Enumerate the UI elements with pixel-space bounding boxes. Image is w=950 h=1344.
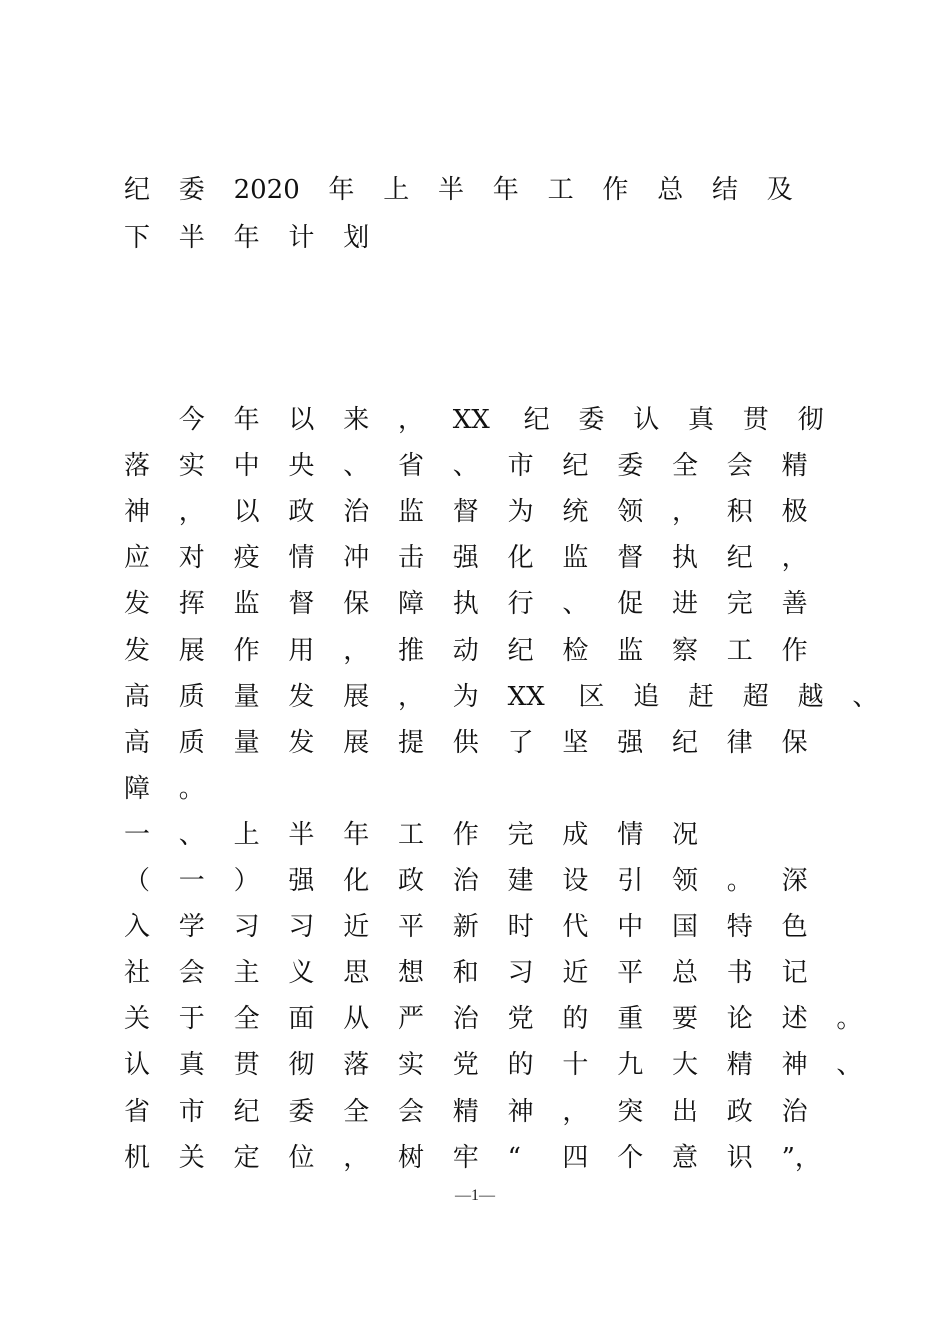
- text-glyph: 区: [578, 682, 605, 712]
- text-glyph: 于: [178, 1004, 205, 1034]
- text-glyph: 动: [452, 636, 479, 666]
- text-glyph: 九: [617, 1050, 644, 1080]
- text-glyph: 牢: [452, 1143, 479, 1173]
- text-glyph: 用: [288, 636, 315, 666]
- text-glyph: 个: [617, 1143, 644, 1173]
- text-glyph: 会: [178, 958, 205, 988]
- text-glyph: 会: [726, 451, 753, 481]
- text-glyph: 纪: [672, 728, 699, 758]
- text-glyph: 纪: [507, 636, 534, 666]
- text-glyph: 定: [233, 1143, 260, 1173]
- text-glyph: 彻: [288, 1050, 315, 1080]
- text-glyph: 真: [178, 1050, 205, 1080]
- text-glyph: 善: [781, 589, 808, 619]
- text-glyph: 从: [343, 1004, 370, 1034]
- text-glyph: 督: [617, 543, 644, 573]
- text-glyph: 代: [562, 912, 589, 942]
- text-glyph: 结: [712, 175, 739, 205]
- text-glyph: 总: [672, 958, 699, 988]
- text-glyph: 近: [562, 958, 589, 988]
- text-glyph: 发: [124, 636, 151, 666]
- text-glyph: 述: [781, 1004, 808, 1034]
- text-glyph: 供: [452, 728, 479, 758]
- text-glyph: 机: [124, 1143, 151, 1173]
- text-glyph: 提: [398, 728, 425, 758]
- text-glyph: 作: [781, 636, 808, 666]
- text-glyph: 市: [507, 451, 534, 481]
- text-glyph: 彻: [797, 405, 824, 435]
- text-glyph: 。: [836, 1004, 863, 1034]
- text-glyph: 上: [383, 175, 410, 205]
- text-glyph: 展: [343, 682, 370, 712]
- text-glyph: 中: [617, 912, 644, 942]
- page-number: —1—: [455, 1187, 495, 1204]
- text-glyph: 量: [233, 728, 260, 758]
- text-glyph: 年: [343, 820, 370, 850]
- text-glyph: ，: [672, 497, 699, 527]
- text-glyph: 委: [288, 1097, 315, 1127]
- text-glyph: 时: [507, 912, 534, 942]
- text-glyph: 、: [343, 451, 370, 481]
- text-glyph: 思: [343, 958, 370, 988]
- text-glyph: 坚: [562, 728, 589, 758]
- text-glyph: 高: [124, 682, 151, 712]
- text-glyph: 推: [398, 636, 425, 666]
- text-glyph: 保: [343, 589, 370, 619]
- text-glyph: 纪: [726, 543, 753, 573]
- text-glyph: 半: [288, 820, 315, 850]
- text-glyph: 想: [398, 958, 425, 988]
- text-glyph: 省: [398, 451, 425, 481]
- text-glyph: 省: [124, 1097, 151, 1127]
- text-glyph: 全: [233, 1004, 260, 1034]
- text-glyph: “: [507, 1143, 521, 1173]
- text-glyph: 积: [726, 497, 753, 527]
- text-glyph: 国: [672, 912, 699, 942]
- text-glyph: 习: [288, 912, 315, 942]
- text-glyph: 及: [766, 175, 793, 205]
- text-glyph: 委: [178, 175, 205, 205]
- text-glyph: 义: [288, 958, 315, 988]
- text-glyph: 成: [562, 820, 589, 850]
- text-glyph: 促: [617, 589, 644, 619]
- text-glyph: 况: [672, 820, 699, 850]
- text-glyph: 主: [233, 958, 260, 988]
- text-glyph: 十: [562, 1050, 589, 1080]
- text-glyph: 展: [343, 728, 370, 758]
- text-glyph: 特: [726, 912, 753, 942]
- text-glyph: 监: [617, 636, 644, 666]
- text-glyph: 半: [438, 175, 465, 205]
- text-glyph: 习: [507, 958, 534, 988]
- text-glyph: 的: [562, 1004, 589, 1034]
- text-glyph: 行: [507, 589, 534, 619]
- text-glyph: 全: [672, 451, 699, 481]
- text-glyph: ，: [343, 1143, 370, 1173]
- text-glyph: 、: [852, 682, 879, 712]
- text-glyph: 追: [633, 682, 660, 712]
- text-glyph: 监: [562, 543, 589, 573]
- text-glyph: 量: [233, 682, 260, 712]
- text-glyph: 认: [633, 405, 660, 435]
- text-glyph: 为: [452, 682, 479, 712]
- text-glyph: 执: [672, 543, 699, 573]
- text-glyph: 和: [452, 958, 479, 988]
- text-glyph: 疫: [233, 543, 260, 573]
- text-glyph: 完: [726, 589, 753, 619]
- text-glyph: 、: [452, 451, 479, 481]
- text-glyph: 纪: [562, 451, 589, 481]
- text-glyph: ）: [233, 866, 260, 896]
- text-glyph: 挥: [178, 589, 205, 619]
- text-glyph: 意: [672, 1143, 699, 1173]
- text-glyph: 年: [492, 175, 519, 205]
- text-glyph: 政: [288, 497, 315, 527]
- text-glyph: 极: [781, 497, 808, 527]
- text-glyph: 关: [178, 1143, 205, 1173]
- text-glyph: 强: [288, 866, 315, 896]
- text-glyph: 强: [452, 543, 479, 573]
- text-glyph: ”，: [781, 1143, 821, 1173]
- text-glyph: 出: [672, 1097, 699, 1127]
- text-glyph: 入: [124, 912, 151, 942]
- text-glyph: ，: [398, 682, 425, 712]
- text-glyph: 党: [507, 1004, 534, 1034]
- text-glyph: 委: [617, 451, 644, 481]
- text-glyph: 一: [124, 820, 151, 850]
- text-glyph: 、: [836, 1050, 863, 1080]
- text-glyph: ，: [781, 543, 808, 573]
- text-glyph: 治: [343, 497, 370, 527]
- text-glyph: 化: [507, 543, 534, 573]
- text-glyph: ，: [343, 636, 370, 666]
- text-glyph: 发: [124, 589, 151, 619]
- text-glyph: 质: [178, 728, 205, 758]
- text-glyph: 社: [124, 958, 151, 988]
- text-glyph: 赶: [688, 682, 715, 712]
- text-glyph: 障: [124, 774, 151, 804]
- text-glyph: 化: [343, 866, 370, 896]
- text-glyph: XX: [507, 682, 545, 712]
- text-glyph: 神: [781, 1050, 808, 1080]
- text-glyph: 情: [288, 543, 315, 573]
- text-glyph: 划: [343, 223, 370, 253]
- text-glyph: 实: [178, 451, 205, 481]
- text-glyph: 发: [288, 728, 315, 758]
- text-glyph: 、: [562, 589, 589, 619]
- text-glyph: 树: [398, 1143, 425, 1173]
- text-glyph: 进: [672, 589, 699, 619]
- text-glyph: 领: [617, 497, 644, 527]
- text-glyph: 高: [124, 728, 151, 758]
- text-glyph: 冲: [343, 543, 370, 573]
- text-glyph: 纪: [233, 1097, 260, 1127]
- text-glyph: 年: [328, 175, 355, 205]
- text-glyph: 上: [233, 820, 260, 850]
- text-glyph: 政: [726, 1097, 753, 1127]
- text-glyph: 来: [343, 405, 370, 435]
- text-glyph: 书: [726, 958, 753, 988]
- text-glyph: 会: [398, 1097, 425, 1127]
- text-glyph: 治: [452, 866, 479, 896]
- text-glyph: 展: [178, 636, 205, 666]
- text-glyph: 领: [672, 866, 699, 896]
- text-glyph: 平: [398, 912, 425, 942]
- text-glyph: 监: [398, 497, 425, 527]
- text-glyph: 识: [726, 1143, 753, 1173]
- text-glyph: 大: [672, 1050, 699, 1080]
- text-glyph: 严: [398, 1004, 425, 1034]
- text-glyph: ，: [398, 405, 425, 435]
- text-glyph: 应: [124, 543, 151, 573]
- text-glyph: 贯: [742, 405, 769, 435]
- text-glyph: （: [124, 866, 151, 896]
- text-glyph: 论: [726, 1004, 753, 1034]
- text-glyph: 监: [233, 589, 260, 619]
- text-glyph: 全: [343, 1097, 370, 1127]
- text-glyph: 四: [562, 1143, 589, 1173]
- text-glyph: 设: [562, 866, 589, 896]
- text-glyph: 委: [578, 405, 605, 435]
- text-glyph: 位: [288, 1143, 315, 1173]
- text-glyph: 作: [233, 636, 260, 666]
- text-glyph: 的: [507, 1050, 534, 1080]
- text-glyph: 习: [233, 912, 260, 942]
- text-glyph: 保: [781, 728, 808, 758]
- text-glyph: 督: [288, 589, 315, 619]
- text-glyph: 关: [124, 1004, 151, 1034]
- text-glyph: 律: [726, 728, 753, 758]
- text-glyph: 强: [617, 728, 644, 758]
- text-glyph: 对: [178, 543, 205, 573]
- text-glyph: 平: [617, 958, 644, 988]
- text-glyph: 纪: [523, 405, 550, 435]
- text-glyph: 年: [233, 405, 260, 435]
- text-glyph: XX: [452, 405, 490, 435]
- text-glyph: 以: [233, 497, 260, 527]
- text-glyph: 落: [343, 1050, 370, 1080]
- text-glyph: 、: [178, 820, 205, 850]
- text-glyph: 工: [398, 820, 425, 850]
- text-glyph: 超: [742, 682, 769, 712]
- text-glyph: 越: [797, 682, 824, 712]
- text-glyph: 2020: [233, 175, 300, 205]
- text-glyph: 完: [507, 820, 534, 850]
- text-glyph: 作: [452, 820, 479, 850]
- text-glyph: 。: [178, 774, 205, 804]
- text-glyph: 面: [288, 1004, 315, 1034]
- text-glyph: 了: [507, 728, 534, 758]
- text-glyph: 色: [781, 912, 808, 942]
- text-glyph: 半: [178, 223, 205, 253]
- text-glyph: 检: [562, 636, 589, 666]
- text-glyph: 实: [398, 1050, 425, 1080]
- text-glyph: 击: [398, 543, 425, 573]
- text-glyph: 精: [452, 1097, 479, 1127]
- text-glyph: 要: [672, 1004, 699, 1034]
- text-glyph: 落: [124, 451, 151, 481]
- text-glyph: 深: [781, 866, 808, 896]
- text-glyph: 新: [452, 912, 479, 942]
- text-glyph: 统: [562, 497, 589, 527]
- text-glyph: 年: [233, 223, 260, 253]
- text-glyph: 精: [726, 1050, 753, 1080]
- text-glyph: ，: [562, 1097, 589, 1127]
- text-glyph: 重: [617, 1004, 644, 1034]
- text-glyph: 引: [617, 866, 644, 896]
- text-glyph: 党: [452, 1050, 479, 1080]
- text-glyph: 政: [398, 866, 425, 896]
- text-glyph: 学: [178, 912, 205, 942]
- text-glyph: 察: [672, 636, 699, 666]
- text-glyph: 情: [617, 820, 644, 850]
- text-glyph: 贯: [233, 1050, 260, 1080]
- text-glyph: 神: [124, 497, 151, 527]
- text-glyph: 今: [178, 405, 205, 435]
- text-glyph: 发: [288, 682, 315, 712]
- text-glyph: 质: [178, 682, 205, 712]
- text-glyph: 纪: [124, 175, 151, 205]
- text-glyph: 作: [602, 175, 629, 205]
- text-glyph: 精: [781, 451, 808, 481]
- text-glyph: 工: [547, 175, 574, 205]
- text-glyph: 总: [657, 175, 684, 205]
- text-glyph: 市: [178, 1097, 205, 1127]
- text-glyph: 以: [288, 405, 315, 435]
- text-glyph: 计: [288, 223, 315, 253]
- text-glyph: 建: [507, 866, 534, 896]
- text-glyph: ，: [178, 497, 205, 527]
- text-glyph: 央: [288, 451, 315, 481]
- text-glyph: 真: [688, 405, 715, 435]
- text-glyph: 中: [233, 451, 260, 481]
- text-glyph: 治: [781, 1097, 808, 1127]
- text-glyph: 近: [343, 912, 370, 942]
- text-glyph: 执: [452, 589, 479, 619]
- text-glyph: 督: [452, 497, 479, 527]
- text-glyph: 记: [781, 958, 808, 988]
- text-glyph: 一: [178, 866, 205, 896]
- text-glyph: 工: [726, 636, 753, 666]
- text-glyph: 下: [124, 223, 151, 253]
- text-glyph: 为: [507, 497, 534, 527]
- text-glyph: 障: [398, 589, 425, 619]
- text-glyph: 突: [617, 1097, 644, 1127]
- text-glyph: 认: [124, 1050, 151, 1080]
- text-glyph: 治: [452, 1004, 479, 1034]
- text-glyph: 神: [507, 1097, 534, 1127]
- text-glyph: 。: [726, 866, 753, 896]
